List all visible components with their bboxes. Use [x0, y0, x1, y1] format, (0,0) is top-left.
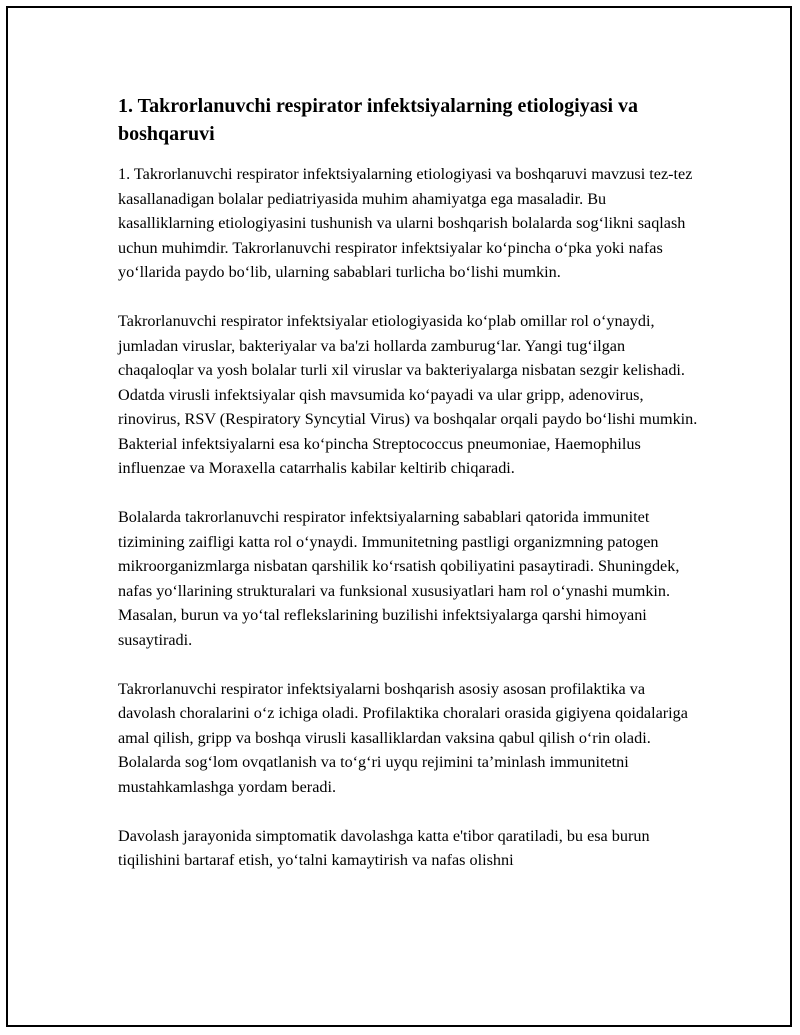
- paragraph-4: Takrorlanuvchi respirator infektsiyalarni boshqarish asosiy asosan profilaktika va davolash choralarini o‘z ichiga oladi. Profilaktika choralari orasida gigiyena qoidalariga amal qilish, gripp va boshqa virusli kasalliklardan vaksina qabul qilish o‘rin oladi. Bolalarda sog‘lom ovqatlanish va to‘g‘ri uyqu rejimini ta’minlash immunitetni mustahkamlashga yordam beradi.: [118, 679, 688, 796]
- paragraph-5: Davolash jarayonida simptomatik davolashga katta e'tibor qaratiladi, bu esa burun tiqilishini bartaraf etish, yo‘talni kamaytirish va nafas olishni: [118, 826, 650, 869]
- paragraph-1: 1. Takrorlanuvchi respirator infektsiyalarning etiologiyasi va boshqaruvi mavzusi tez-tez kasallanadigan bolalar pediatriyasida muhim ahamiyatga ega masaladir. Bu kasalliklarning etiologiyasini tushunish va ularni boshqarish bolalarda sog‘likni saqlash uchun muhimdir. Takrorlanuvchi respirator infektsiyalar ko‘pincha o‘pka yoki nafas yo‘llarida paydo bo‘lib, ularning sabablari turlicha bo‘lishi mumkin.: [118, 165, 693, 281]
- document-body: [118, 92, 698, 897]
- document-title: 1. Takrorlanuvchi respirator infektsiyalarning etiologiyasi va boshqaruvi: [118, 95, 639, 145]
- paragraph-2: Takrorlanuvchi respirator infektsiyalar etiologiyasida ko‘plab omillar rol o‘ynaydi, jumladan viruslar, bakteriyalar va ba'zi hollarda zamburug‘lar. Yangi tug‘ilgan chaqaloqlar va yosh bolalar turli xil viruslar va bakteriyalarga nisbatan sezgir kelishadi. Odatda virusli infektsiyalar qish mavsumida ko‘payadi va ular gripp, adenovirus, rinovirus, RSV (Respiratory Syncytial Virus) va boshqalar orqali paydo bo‘lishi mumkin. Bakterial infektsiyalarni esa ko‘pincha Streptococcus pneumoniae, Haemophilus influenzae va Moraxella catarrhalis kabilar keltirib chiqaradi.: [118, 312, 698, 477]
- paragraph-3: Bolalarda takrorlanuvchi respirator infektsiyalarning sabablari qatorida immunitet tizimining zaifligi katta rol o‘ynaydi. Immunitetning pastligi organizmning patogen mikroorganizmlarga nisbatan qarshilik ko‘rsatish qobiliyatini pasaytiradi. Shuningdek, nafas yo‘llarining strukturalari va funksional xususiyatlari ham rol o‘ynashi mumkin. Masalan, burun va yo‘tal reflekslarining buzilishi infektsiyalarga qarshi himoyani susaytiradi.: [118, 508, 680, 649]
